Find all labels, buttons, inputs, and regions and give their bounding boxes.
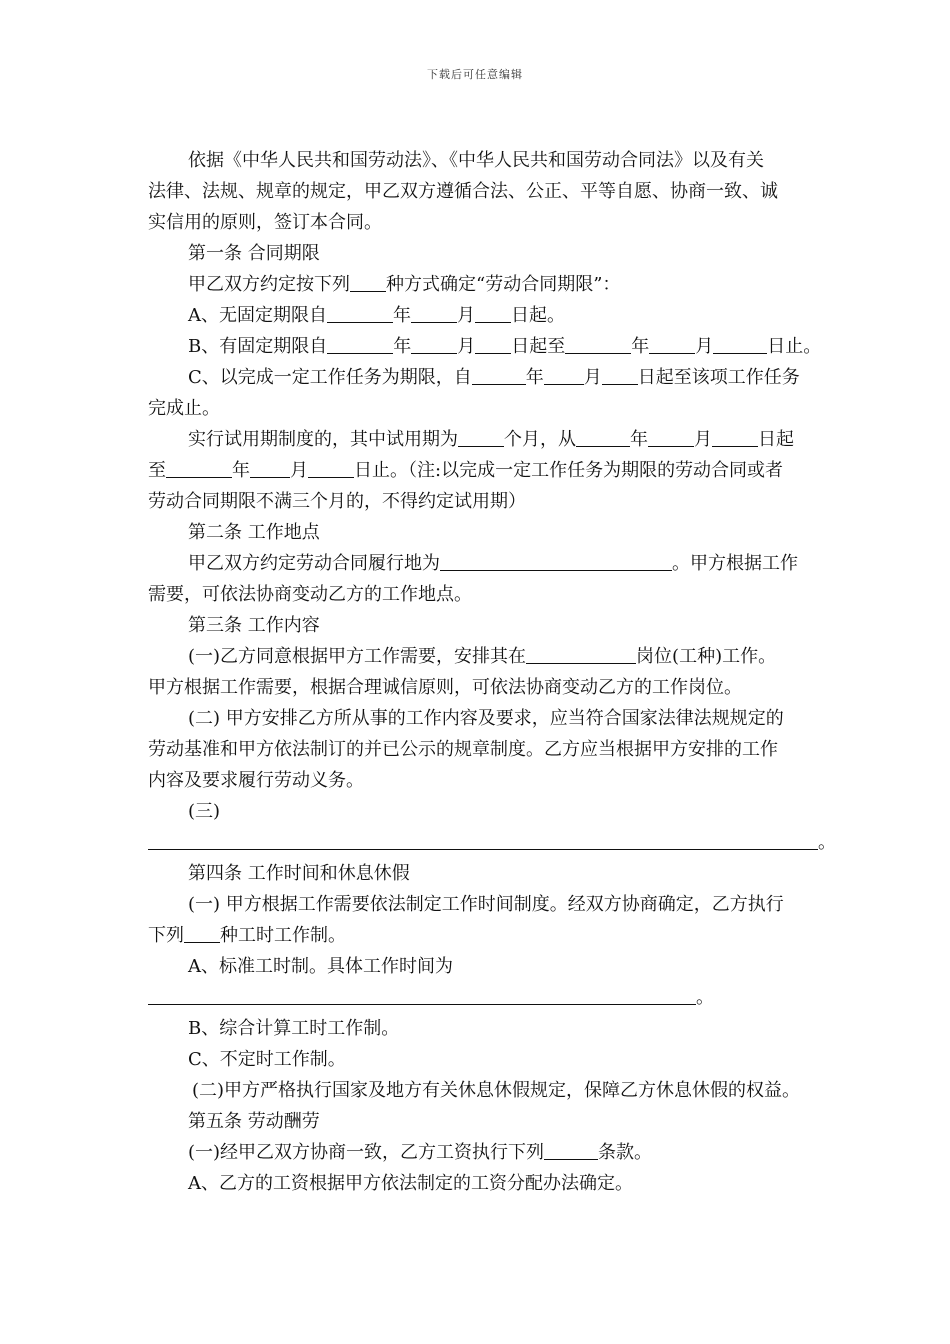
month-blank[interactable] — [411, 335, 457, 354]
article-4-option-a: A、标准工时制。具体工作时间为 — [188, 956, 453, 977]
article-4-item-2: (二)甲方严格执行国家及地方有关休息休假规定，保障乙方休息休假的权益。 — [192, 1080, 801, 1101]
text: 甲乙双方约定劳动合同履行地为 — [188, 553, 440, 574]
month-blank[interactable] — [648, 428, 694, 447]
day-blank[interactable] — [712, 428, 758, 447]
text: 甲乙双方约定按下列 — [188, 274, 350, 295]
article-3-item-2-cont-1: 劳动基准和甲方依法制订的并已公示的规章制度。乙方应当根据甲方安排的工作 — [148, 739, 778, 760]
text: 年 — [393, 336, 412, 357]
text: 月 — [457, 336, 476, 357]
trial-period-line-1 — [148, 424, 848, 455]
hours-system-blank[interactable] — [184, 924, 220, 943]
text: 日止。 — [767, 336, 822, 357]
working-hours-blank[interactable] — [148, 986, 696, 1005]
text: 下列 — [148, 925, 184, 946]
article-1-option-c — [148, 362, 848, 393]
text: 。甲方根据工作 — [672, 553, 798, 574]
year-blank[interactable] — [327, 304, 393, 323]
text: B、有固定期限自 — [188, 336, 328, 357]
article-4-option-b: B、综合计算工时工作制。 — [188, 1018, 400, 1039]
text: (一)经甲乙双方协商一致，乙方工资执行下列 — [188, 1142, 545, 1163]
article-1-option-c-cont: 完成止。 — [148, 398, 220, 419]
day-blank[interactable] — [602, 366, 638, 385]
article-2-line-2: 需要，可依法协商变动乙方的工作地点。 — [148, 584, 472, 605]
text: 。 — [696, 987, 714, 1008]
text: 月 — [457, 305, 475, 326]
article-4-title: 第四条 工作时间和休息休假 — [188, 863, 410, 884]
article-4-option-c: C、不定时工作制。 — [188, 1049, 346, 1070]
text: 年 — [525, 367, 544, 388]
article-5-item-1 — [148, 1137, 848, 1168]
year-blank[interactable] — [327, 335, 393, 354]
month-blank[interactable] — [544, 366, 584, 385]
method-blank[interactable] — [350, 273, 386, 292]
preamble-line-3: 实信用的原则，签订本合同。 — [148, 212, 382, 233]
year-blank[interactable] — [565, 335, 631, 354]
article-1-option-b — [148, 331, 848, 362]
text: 日起。 — [511, 305, 565, 326]
month-blank[interactable] — [649, 335, 695, 354]
text: 日起 — [758, 429, 794, 450]
trial-period-line-2 — [148, 455, 848, 486]
page-header-watermark: 下载后可任意编辑 — [427, 68, 523, 81]
text: 至 — [148, 460, 166, 481]
day-blank[interactable] — [308, 459, 354, 478]
article-2-line-1 — [148, 548, 848, 579]
trial-months-blank[interactable] — [458, 428, 504, 447]
year-blank[interactable] — [472, 366, 526, 385]
article-3-item-3-blank-line — [148, 827, 848, 858]
article-4-option-a-blank-line — [148, 982, 848, 1013]
trial-period-line-3: 劳动合同期限不满三个月的，不得约定试用期） — [148, 491, 526, 512]
text: 月 — [695, 336, 714, 357]
text: 个月，从 — [504, 429, 576, 450]
text: (一)乙方同意根据甲方工作需要，安排其在 — [188, 646, 527, 667]
workplace-blank[interactable] — [440, 552, 672, 571]
long-blank[interactable] — [148, 831, 818, 850]
text: C、以完成一定工作任务为期限，自 — [188, 367, 472, 388]
preamble-line-2: 法律、法规、规章的规定，甲乙双方遵循合法、公正、平等自愿、协商一致、诚 — [148, 181, 778, 202]
article-3-title: 第三条 工作内容 — [188, 615, 320, 636]
text: 岗位(工种)工作。 — [636, 646, 777, 667]
day-blank[interactable] — [713, 335, 767, 354]
text: 日止。（注:以完成一定工作任务为期限的劳动合同或者 — [354, 460, 784, 481]
text: 种方式确定“劳动合同期限”： — [386, 274, 621, 295]
text: 种工时工作制。 — [220, 925, 346, 946]
article-1-method-line — [148, 269, 848, 300]
article-3-item-3: (三) — [188, 801, 221, 822]
text: 年 — [393, 305, 411, 326]
text: 月 — [583, 367, 602, 388]
text: 日起至 — [511, 336, 566, 357]
article-1-option-a — [148, 300, 848, 331]
position-blank[interactable] — [526, 645, 636, 664]
article-5-title: 第五条 劳动酬劳 — [188, 1111, 320, 1132]
text: 月 — [290, 460, 308, 481]
clause-blank[interactable] — [544, 1141, 598, 1160]
text: 年 — [631, 336, 650, 357]
text: 。 — [818, 832, 836, 853]
article-3-item-2: (二) 甲方安排乙方所从事的工作内容及要求，应当符合国家法律法规规定的 — [188, 708, 784, 729]
preamble-line-1: 依据《中华人民共和国劳动法》、《中华人民共和国劳动合同法》以及有关 — [188, 150, 764, 171]
article-3-item-1 — [148, 641, 848, 672]
text: 实行试用期制度的，其中试用期为 — [188, 429, 458, 450]
contract-body — [148, 145, 848, 1199]
month-blank[interactable] — [250, 459, 290, 478]
article-2-title: 第二条 工作地点 — [188, 522, 320, 543]
year-blank[interactable] — [576, 428, 630, 447]
text: 条款。 — [598, 1142, 653, 1163]
text: 年 — [232, 460, 250, 481]
text: A、无固定期限自 — [188, 305, 327, 326]
month-blank[interactable] — [411, 304, 457, 323]
article-4-item-1-cont — [148, 920, 848, 951]
article-3-item-2-cont-2: 内容及要求履行劳动义务。 — [148, 770, 364, 791]
article-1-title: 第一条 合同期限 — [188, 243, 320, 264]
article-5-option-a: A、乙方的工资根据甲方依法制定的工资分配办法确定。 — [188, 1173, 633, 1194]
text: 月 — [694, 429, 712, 450]
day-blank[interactable] — [475, 335, 511, 354]
text: 年 — [630, 429, 648, 450]
article-3-item-1-cont: 甲方根据工作需要，根据合理诚信原则，可依法协商变动乙方的工作岗位。 — [148, 677, 742, 698]
year-blank[interactable] — [166, 459, 232, 478]
day-blank[interactable] — [475, 304, 511, 323]
text: 日起至该项工作任务 — [637, 367, 800, 388]
article-4-item-1: (一) 甲方根据工作需要依法制定工作时间制度。经双方协商确定，乙方执行 — [188, 894, 784, 915]
